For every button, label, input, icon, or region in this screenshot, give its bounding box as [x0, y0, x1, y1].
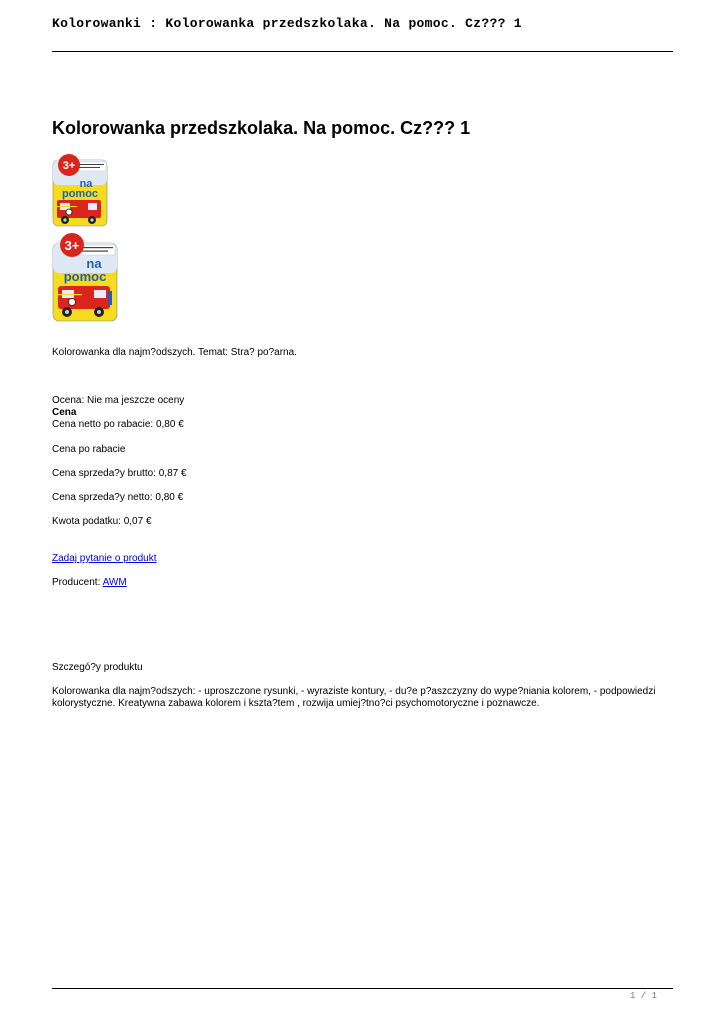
tax-amount: Kwota podatku: 0,07 € — [52, 516, 152, 527]
price-gross: Cena sprzeda?y brutto: 0,87 € — [52, 468, 187, 479]
product-thumbnail-large[interactable] — [52, 233, 118, 323]
short-description: Kolorowanka dla najm?odszych. Temat: Stra? po?arna. — [52, 347, 297, 358]
producer-label: Producent: — [52, 577, 103, 588]
age-badge-text: 3+ — [62, 160, 76, 172]
price-heading: Cena — [52, 407, 77, 418]
page-indicator: 1 / 1 — [629, 991, 657, 1001]
cover-title-na: na — [86, 256, 102, 271]
producer-row — [52, 577, 127, 589]
age-badge-text: 3+ — [64, 238, 80, 253]
details-text: Kolorowanka dla najm?odszych: - uproszczone rysunki, - wyraziste kontury, - du?e p?aszczyzny do wype?niania kolorem, - podpowiedzi kolorystyczne. Kreatywna zabawa kolorem i kszta?tem , rozwija umiej?tno?ci psychomotoryczne i poznawcze. — [52, 686, 656, 709]
details-heading: Szczegó?y produktu — [52, 662, 143, 673]
rating-text: Ocena: Nie ma jeszcze oceny — [52, 395, 185, 406]
price-net: Cena sprzeda?y netto: 0,80 € — [52, 492, 184, 503]
ask-question-link[interactable]: Zadaj pytanie o produkt — [52, 553, 157, 564]
page-title: Kolorowanka przedszkolaka. Na pomoc. Cz??? 1 — [52, 118, 471, 138]
cover-title-pomoc: pomoc — [61, 188, 99, 200]
ask-question-row — [52, 553, 157, 565]
producer-link[interactable]: AWM — [102, 577, 127, 588]
page-header-title: Kolorowanki : Kolorowanka przedszkolaka. Na pomoc. Cz??? 1 — [52, 16, 522, 31]
price-after-discount: Cena po rabacie — [52, 444, 126, 455]
footer-divider — [52, 988, 673, 989]
cover-title-na: na — [79, 178, 93, 190]
product-thumbnail-small[interactable] — [52, 152, 108, 228]
header-divider — [52, 51, 673, 52]
cover-title-pomoc: pomoc — [63, 269, 107, 284]
price-net-after-discount: Cena netto po rabacie: 0,80 € — [52, 419, 184, 430]
